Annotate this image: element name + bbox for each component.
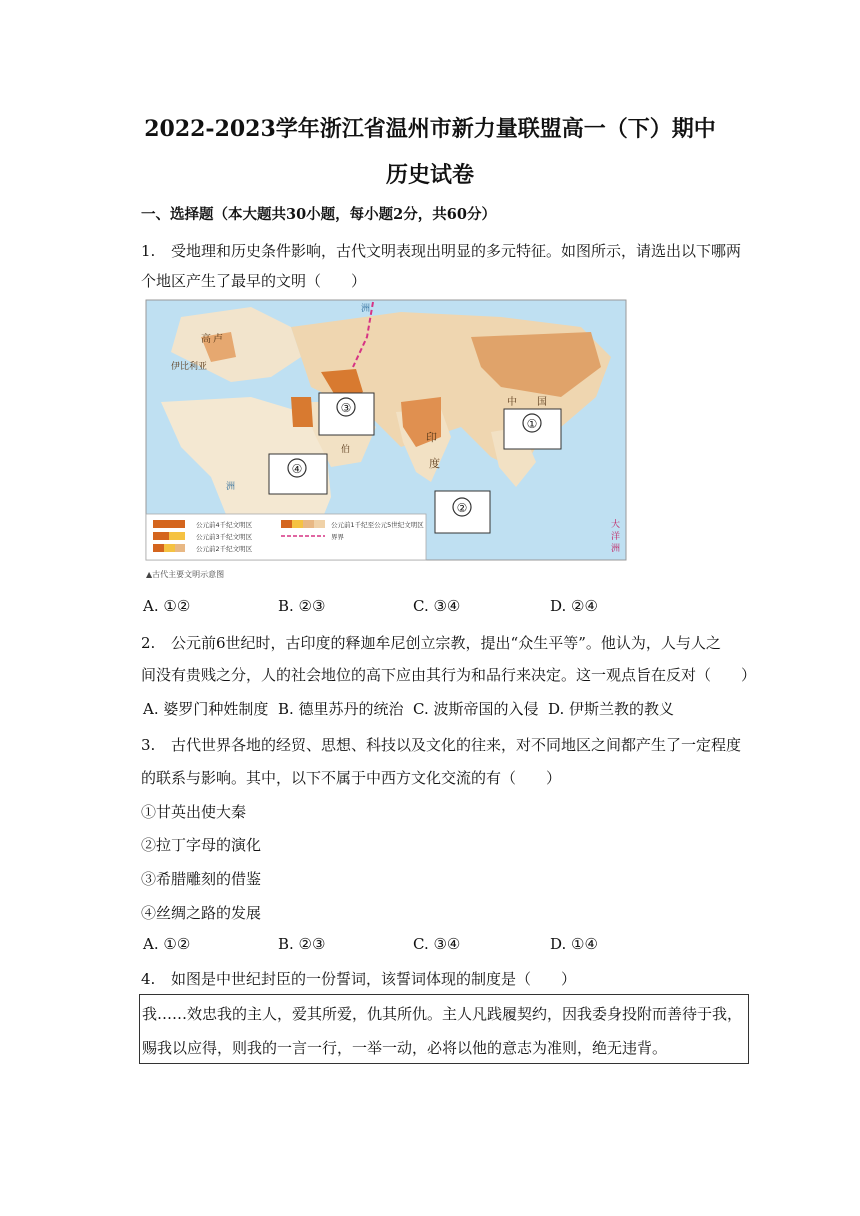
marker-1-box — [504, 409, 561, 449]
marker-2: ② — [456, 501, 468, 515]
q3-item-3: ③希腊雕刻的借鉴 — [141, 870, 262, 888]
q3-text-line1: 古代世界各地的经贸、思想、科技以及文化的往来，对不同地区之间都产生了一定程度 — [171, 736, 742, 754]
map-label-du: 度 — [429, 457, 440, 470]
q4-oath-box — [139, 994, 749, 1064]
section-heading: 一、选择题（本大题共30小题，每小题2分，共60分） — [141, 206, 496, 223]
marker-3: ③ — [340, 401, 352, 415]
q4-oath-line2: 赐我以应得，则我的一言一行，一举一动，必将以他的意志为准则，绝无违背。 — [142, 1039, 668, 1057]
q3-option-b: B. ②③ — [278, 935, 326, 953]
q2-number: 2. — [141, 634, 156, 652]
map-label-zhou-top: 洲 — [361, 304, 371, 314]
legend-label-4: 公元前1千纪至公元5世纪文明区 — [331, 521, 424, 529]
q3-option-a: A. ①② — [143, 935, 191, 953]
marker-1: ① — [526, 417, 538, 431]
q3-option-d: D. ①④ — [550, 935, 598, 953]
q1-stem-line2: 个地区产生了最早的文明（ ） — [141, 272, 367, 290]
q4-oath-line1: 我……效忠我的主人，爱其所爱，仇其所仇。主人凡践履契约，因我委身投附而善待于我， — [142, 1005, 743, 1023]
legend-label-3: 公元前2千纪文明区 — [196, 545, 253, 553]
q2-option-d: D. 伊斯兰教的教义 — [548, 700, 675, 718]
marker-3-box — [319, 393, 374, 435]
q1-option-c: C. ③④ — [413, 597, 461, 615]
q4-stem-line1 — [141, 968, 576, 989]
marker-2-box — [435, 491, 490, 533]
q2-stem-line2: 间没有贵贱之分，人的社会地位的高下应由其行为和品行来决定。这一观点旨在反对（ ） — [141, 666, 757, 684]
q3-number: 3. — [141, 736, 156, 754]
q3-stem-line2: 的联系与影响。其中，以下不属于中西方文化交流的有（ ） — [141, 769, 562, 787]
q3-stem-line1 — [141, 734, 741, 755]
map-label-iberia: 伊比利亚 — [171, 362, 208, 372]
q1-text-line1: 受地理和历史条件影响，古代文明表现出明显的多元特征。如图所示，请选出以下哪两 — [171, 242, 742, 260]
map-label-gao: 高 — [201, 334, 211, 345]
q1-option-b: B. ②③ — [278, 597, 326, 615]
marker-4: ④ — [291, 462, 303, 476]
q3-option-c: C. ③④ — [413, 935, 461, 953]
q1-stem-line1 — [141, 240, 741, 261]
map-label-yin: 印 — [426, 431, 437, 444]
map-label-lu: 卢 — [213, 334, 223, 345]
q2-stem-line1 — [141, 632, 721, 653]
map-label-zhou-ocean: 洲 — [611, 544, 621, 554]
q1-number: 1. — [141, 242, 156, 260]
q4-number: 4. — [141, 970, 156, 988]
q2-option-c: C. 波斯帝国的入侵 — [413, 700, 539, 718]
map-label-yang: 洋 — [611, 532, 621, 542]
map-label-bo: 伯 — [341, 445, 351, 455]
q3-item-2: ②拉丁字母的演化 — [141, 836, 262, 854]
q3-item-1: ①甘英出使大秦 — [141, 803, 247, 821]
q2-text-line1: 公元前6世纪时，古印度的释迦牟尼创立宗教，提出“众生平等”。他认为，人与人之 — [171, 634, 721, 652]
legend-label-5: 界界 — [331, 533, 344, 541]
map-label-guo: 国 — [537, 397, 547, 408]
document-title-line1: 2022-2023学年浙江省温州市新力量联盟高一（下）期中 — [144, 116, 716, 142]
q1-option-d: D. ②④ — [550, 597, 598, 615]
map-legend — [146, 514, 426, 560]
marker-4-box — [269, 454, 327, 494]
map-label-da: 大 — [611, 520, 621, 530]
legend-label-2: 公元前3千纪文明区 — [196, 533, 253, 541]
q2-option-b: B. 德里苏丹的统治 — [278, 700, 404, 718]
q4-text-line1: 如图是中世纪封臣的一份誓词，该誓词体现的制度是（ ） — [171, 970, 577, 988]
q1-option-a: A. ①② — [143, 597, 191, 615]
q2-option-a: A. 婆罗门种姓制度 — [143, 700, 269, 718]
map-label-zhou-africa: 洲 — [226, 482, 236, 492]
ancient-civilizations-map — [141, 297, 628, 584]
document-title-line2: 历史试卷 — [385, 162, 474, 188]
q3-item-4: ④丝绸之路的发展 — [141, 904, 262, 922]
map-label-zhong: 中 — [507, 397, 517, 408]
map-caption: ▲古代主要文明示意图 — [146, 570, 225, 579]
legend-label-1: 公元前4千纪文明区 — [196, 521, 253, 529]
